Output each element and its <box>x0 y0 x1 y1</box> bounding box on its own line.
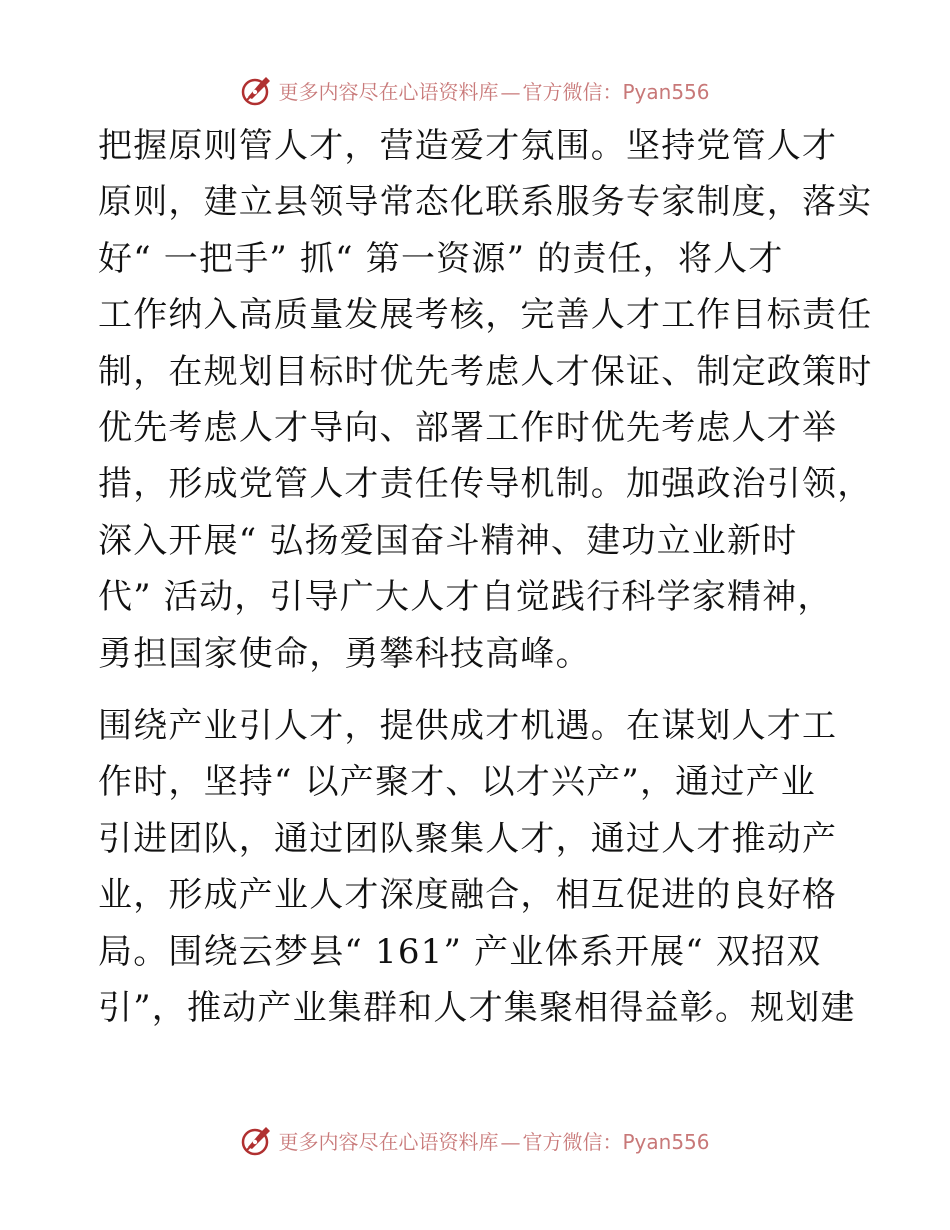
text-line: 措，形成党管人才责任传导机制。加强政治引领， <box>98 464 873 505</box>
paragraph-1 <box>98 118 873 682</box>
footer-site-text: 更多内容尽在心语资料库 <box>278 1129 499 1154</box>
header-banner <box>0 70 950 110</box>
paragraph-2 <box>98 698 858 1036</box>
text-line: 制，在规划目标时优先考虑人才保证、制定政策时 <box>98 351 873 392</box>
footer-text <box>278 1126 709 1155</box>
pen-nib-logo-icon <box>240 73 274 107</box>
text-line: 优先考虑人才导向、部署工作时优先考虑人才举 <box>98 408 838 449</box>
text-line: 作时，坚持“ 以产聚才、以才兴产”，通过产业 <box>98 762 816 803</box>
footer-contact-id: Pyan556 <box>622 1129 710 1154</box>
text-line: 把握原则管人才，营造爱才氛围。坚持党管人才 <box>98 126 838 166</box>
header-contact-id: Pyan556 <box>622 79 710 104</box>
document-body <box>98 118 873 1053</box>
text-line: 围绕产业引人才，提供成才机遇。在谋划人才工 <box>98 706 838 747</box>
text-line: 引进团队，通过团队聚集人才，通过人才推动产 <box>98 818 838 859</box>
header-text <box>278 76 709 105</box>
text-line: 工作纳入高质量发展考核，完善人才工作目标责任 <box>98 295 873 336</box>
header-contact-label: 官方微信： <box>522 79 623 104</box>
text-line: 局。围绕云梦县“ 161” 产业体系开展“ 双招双 <box>98 931 822 972</box>
footer-contact-label: 官方微信： <box>522 1129 623 1154</box>
text-line: 好“ 一把手” 抓“ 第一资源” 的责任，将人才 <box>98 238 784 279</box>
text-line: 勇担国家使命，勇攀科技高峰。 <box>98 633 591 674</box>
text-line: 代” 活动，引导广大人才自觉践行科学家精神， <box>98 577 833 618</box>
header-site-text: 更多内容尽在心语资料库 <box>278 79 499 104</box>
text-line: 深入开展“ 弘扬爱国奋斗精神、建功立业新时 <box>98 520 798 561</box>
footer-dash: — <box>500 1129 521 1154</box>
header-dash: — <box>500 79 521 104</box>
text-line: 原则，建立县领导常态化联系服务专家制度，落实 <box>98 182 873 223</box>
pen-nib-logo-icon <box>240 1123 274 1157</box>
text-line: 业，形成产业人才深度融合，相互促进的良好格 <box>98 875 838 916</box>
text-line: 引”，推动产业集群和人才集聚相得益彰。规划建 <box>98 988 856 1029</box>
footer-banner <box>0 1120 950 1160</box>
